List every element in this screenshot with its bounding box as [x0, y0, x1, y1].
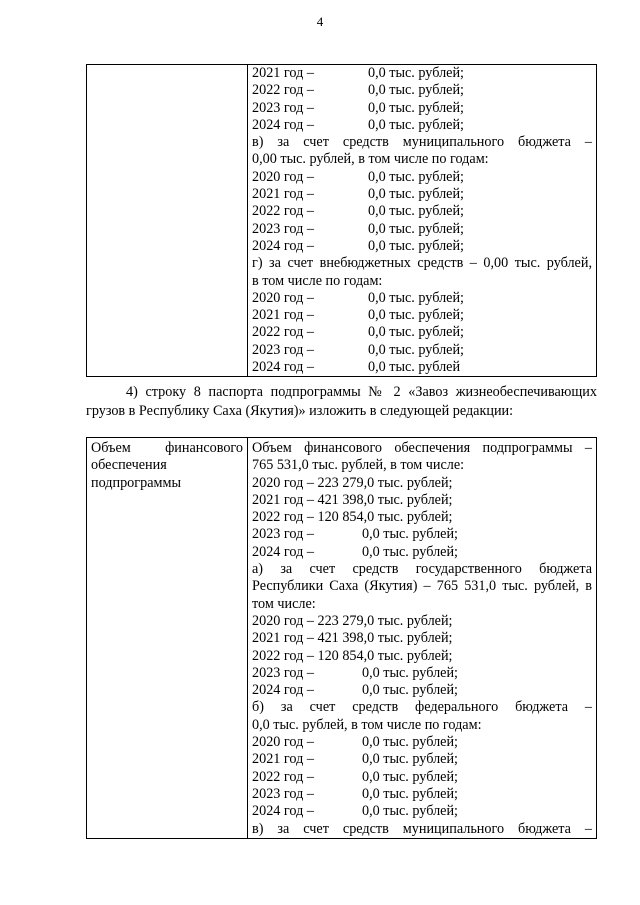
- amount-value: 0,0 тыс. рублей;: [362, 543, 458, 560]
- year-row: [252, 648, 592, 665]
- year-label: 2024 год –: [252, 803, 314, 820]
- year-row: [252, 100, 592, 117]
- year-row: [252, 769, 592, 786]
- state-budget-heading: а) за счет средств государственного бюджета: [252, 561, 592, 578]
- year-label: 2022 год –: [252, 768, 314, 785]
- municipal-budget-heading: в) за счет средств муниципального бюджета –: [252, 134, 592, 151]
- federal-budget-total: 0,0 тыс. рублей, в том числе по годам:: [252, 716, 482, 733]
- funding-details-cell: [248, 65, 597, 377]
- year-row: [252, 82, 592, 99]
- amount-value: 0,0 тыс. рублей;: [368, 65, 464, 81]
- extrabudget-heading: г) за счет внебюджетных средств – 0,00 тыс. рублей,: [252, 255, 592, 272]
- amount-value: 0,0 тыс. рублей;: [368, 99, 464, 116]
- municipal-budget-heading: в) за счет средств муниципального бюджета –: [252, 820, 592, 837]
- year-label: 2020 год –: [252, 168, 314, 185]
- year-label: 2021 год: [252, 630, 304, 647]
- year-rows-state: [252, 613, 592, 665]
- amount-value: – 223 279,0 тыс. рублей;: [306, 612, 453, 629]
- year-label: 2021 год: [252, 491, 304, 508]
- year-label: 2024 год –: [252, 116, 314, 133]
- year-row: [252, 342, 592, 359]
- year-rows-extrabudget: [252, 290, 592, 376]
- year-label: 2023 год –: [252, 99, 314, 116]
- amount-value: 0,0 тыс. рублей;: [362, 785, 458, 802]
- amendment-paragraph: 4) строку 8 паспорта подпрограммы № 2 «Завоз жизнеобеспечивающих грузов в Республику Саха (Якутия)» изложить в следующей редакции:: [86, 384, 597, 419]
- year-row: [252, 682, 592, 699]
- label-cell-empty: [87, 65, 248, 377]
- year-row: [252, 665, 592, 682]
- year-label: 2023 год –: [252, 785, 314, 802]
- amount-value: – 421 398,0 тыс. рублей;: [306, 491, 453, 508]
- year-row: [252, 751, 592, 768]
- year-row: [252, 734, 592, 751]
- year-label: 2020 год: [252, 474, 304, 491]
- funding-table-subprogram-2: [86, 437, 597, 839]
- total-amount: 765 531,0 тыс. рублей, в том числе:: [252, 457, 465, 474]
- year-label: 2023 год –: [252, 526, 314, 543]
- federal-budget-heading: б) за счет средств федерального бюджета –: [252, 699, 592, 716]
- funding-table-continued: [86, 64, 597, 377]
- year-row: [252, 475, 592, 492]
- year-rows-total-zero: [252, 526, 592, 561]
- amount-value: – 120 854,0 тыс. рублей;: [306, 647, 453, 664]
- year-label: 2022 год –: [252, 203, 314, 220]
- amount-value: 0,0 тыс. рублей;: [368, 116, 464, 133]
- extrabudget-subheading: в том числе по годам:: [252, 272, 383, 289]
- page-number: 4: [316, 14, 324, 29]
- year-row: [252, 526, 592, 543]
- label-line: подпрограммы: [91, 474, 181, 491]
- year-label: 2020 год: [252, 612, 304, 629]
- year-rows-total: [252, 475, 592, 527]
- year-row: [252, 613, 592, 630]
- year-row: [252, 544, 592, 561]
- year-label: 2021 год –: [252, 307, 314, 324]
- amount-value: 0,0 тыс. рублей;: [362, 803, 458, 820]
- amount-value: 0,0 тыс. рублей;: [368, 220, 464, 237]
- year-rows-state-zero: [252, 665, 592, 700]
- funding-details-cell: [248, 438, 597, 839]
- amount-value: 0,0 тыс. рублей;: [362, 751, 458, 768]
- amount-value: 0,0 тыс. рублей;: [362, 768, 458, 785]
- year-row: [252, 359, 592, 376]
- year-label: 2022 год –: [252, 324, 314, 341]
- amount-value: 0,0 тыс. рублей;: [368, 289, 464, 306]
- amount-value: 0,0 тыс. рублей;: [362, 526, 458, 543]
- year-row: [252, 290, 592, 307]
- year-label: 2023 год –: [252, 220, 314, 237]
- amount-value: 0,0 тыс. рублей;: [368, 203, 464, 220]
- year-row: [252, 803, 592, 820]
- year-row: [252, 221, 592, 238]
- year-label: 2024 год –: [252, 359, 314, 376]
- amount-value: – 120 854,0 тыс. рублей;: [306, 509, 453, 526]
- year-label: 2024 год –: [252, 237, 314, 254]
- year-row: [252, 509, 592, 526]
- label-line: Объем финансового: [91, 440, 243, 456]
- year-row: [252, 186, 592, 203]
- year-label: 2021 год –: [252, 186, 314, 203]
- year-label: 2022 год: [252, 647, 304, 664]
- year-row: [252, 117, 592, 134]
- year-row: [252, 324, 592, 341]
- label-line: обеспечения: [91, 457, 167, 474]
- year-label: 2024 год –: [252, 682, 314, 699]
- year-label: 2020 год –: [252, 289, 314, 306]
- year-rows-state: [252, 65, 592, 134]
- year-label: 2021 год –: [252, 65, 314, 81]
- amount-value: 0,0 тыс. рублей: [368, 359, 461, 376]
- year-label: 2022 год: [252, 509, 304, 526]
- year-rows-municipal: [252, 169, 592, 255]
- label-cell: [87, 438, 248, 839]
- year-row: [252, 65, 592, 82]
- amount-value: 0,0 тыс. рублей;: [362, 664, 458, 681]
- year-row: [252, 307, 592, 324]
- year-row: [252, 786, 592, 803]
- year-rows-federal: [252, 734, 592, 820]
- amount-value: 0,0 тыс. рублей;: [368, 237, 464, 254]
- state-budget-amount: Республики Саха (Якутия) – 765 531,0 тыс. рублей, в: [252, 578, 592, 595]
- year-row: [252, 238, 592, 255]
- total-heading: Объем финансового обеспечения подпрограммы –: [252, 440, 592, 456]
- amount-value: 0,0 тыс. рублей;: [368, 168, 464, 185]
- amount-value: – 223 279,0 тыс. рублей;: [306, 474, 453, 491]
- year-row: [252, 492, 592, 509]
- state-budget-suffix: том числе:: [252, 595, 316, 612]
- municipal-budget-total: 0,00 тыс. рублей, в том числе по годам:: [252, 151, 489, 168]
- amount-value: 0,0 тыс. рублей;: [368, 82, 464, 99]
- amount-value: 0,0 тыс. рублей;: [368, 341, 464, 358]
- year-label: 2020 год –: [252, 734, 314, 751]
- year-label: 2022 год –: [252, 82, 314, 99]
- year-label: 2021 год –: [252, 751, 314, 768]
- amount-value: 0,0 тыс. рублей;: [362, 682, 458, 699]
- year-row: [252, 169, 592, 186]
- amount-value: 0,0 тыс. рублей;: [368, 307, 464, 324]
- year-row: [252, 203, 592, 220]
- amount-value: 0,0 тыс. рублей;: [368, 186, 464, 203]
- year-label: 2024 год –: [252, 543, 314, 560]
- amount-value: – 421 398,0 тыс. рублей;: [306, 630, 453, 647]
- amount-value: 0,0 тыс. рублей;: [362, 734, 458, 751]
- year-label: 2023 год –: [252, 664, 314, 681]
- amount-value: 0,0 тыс. рублей;: [368, 324, 464, 341]
- year-label: 2023 год –: [252, 341, 314, 358]
- year-row: [252, 630, 592, 647]
